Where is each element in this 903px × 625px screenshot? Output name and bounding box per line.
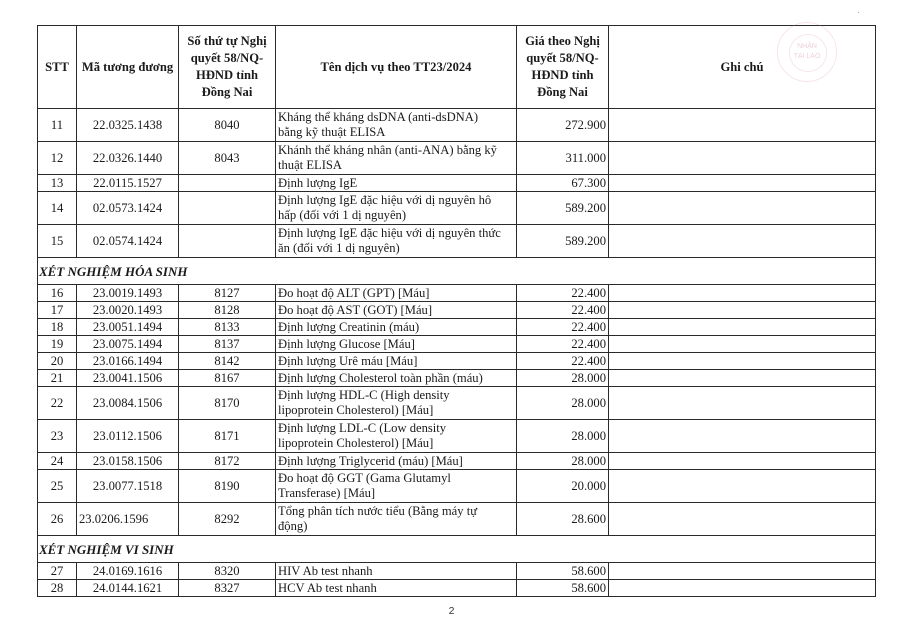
cell-ten-dich-vu-line: Định lượng Urê máu [Máu]: [278, 353, 418, 368]
cell-gia: 22.400: [517, 336, 609, 353]
cell-ten-dich-vu-line: Định lượng Creatinin (máu): [278, 319, 420, 334]
cell-gia: 22.400: [517, 353, 609, 370]
cell-ma-tuong-duong: 02.0573.1424: [77, 192, 179, 225]
cell-ghi-chu: [609, 420, 876, 453]
cell-stt: 18: [38, 319, 77, 336]
cell-ghi-chu: [609, 142, 876, 175]
cell-ten-dich-vu: [276, 336, 517, 353]
cell-ten-dich-vu: [276, 109, 517, 142]
cell-ten-dich-vu: [276, 470, 517, 503]
cell-ma-tuong-duong: 23.0084.1506: [77, 387, 179, 420]
cell-stt: 17: [38, 302, 77, 319]
cell-ghi-chu: [609, 563, 876, 580]
cell-ten-dich-vu: [276, 580, 517, 597]
cell-ten-dich-vu-line: động): [278, 519, 308, 533]
cell-ma-tuong-duong: 23.0051.1494: [77, 319, 179, 336]
header-so-thu-tu: Số thứ tự Nghị quyết 58/NQ- HĐND tỉnh Đồng Nai: [179, 26, 276, 109]
cell-gia: 589.200: [517, 225, 609, 258]
cell-ten-dich-vu-line: Đo hoạt độ ALT (GPT) [Máu]: [278, 285, 430, 300]
cell-so-thu-tu-nq: 8133: [179, 319, 276, 336]
cell-gia: 22.400: [517, 285, 609, 302]
cell-stt: 24: [38, 453, 77, 470]
header-stt: STT: [38, 26, 77, 109]
cell-stt: 26: [38, 503, 77, 536]
cell-ma-tuong-duong: 23.0158.1506: [77, 453, 179, 470]
cell-ten-dich-vu-line: Định lượng Triglycerid (máu) [Máu]: [278, 453, 463, 468]
cell-ma-tuong-duong: 23.0020.1493: [77, 302, 179, 319]
cell-ma-tuong-duong: 24.0169.1616: [77, 563, 179, 580]
cell-gia: 28.000: [517, 387, 609, 420]
cell-ma-tuong-duong: 02.0574.1424: [77, 225, 179, 258]
cell-ma-tuong-duong: 24.0144.1621: [77, 580, 179, 597]
cell-ghi-chu: [609, 192, 876, 225]
cell-ma-tuong-duong: 23.0019.1493: [77, 285, 179, 302]
cell-ghi-chu: [609, 470, 876, 503]
stamp-text-line1: NHẬN: [797, 43, 817, 50]
cell-ten-dich-vu-line: Định lượng IgE đặc hiệu với dị nguyên thức: [278, 226, 501, 240]
table-body: [38, 109, 876, 597]
cell-ghi-chu: [609, 503, 876, 536]
cell-stt: 21: [38, 370, 77, 387]
cell-ten-dich-vu-line: HIV Ab test nhanh: [278, 563, 373, 578]
cell-ma-tuong-duong: 23.0077.1518: [77, 470, 179, 503]
cell-ten-dich-vu-line: Tổng phân tích nước tiểu (Bằng máy tự: [278, 504, 478, 518]
cell-ghi-chu: [609, 302, 876, 319]
cell-ten-dich-vu: [276, 503, 517, 536]
cell-ten-dich-vu-line: thuật ELISA: [278, 158, 343, 172]
cell-so-thu-tu-nq: 8142: [179, 353, 276, 370]
cell-ma-tuong-duong: 23.0075.1494: [77, 336, 179, 353]
table-row: [38, 285, 876, 302]
cell-ghi-chu: [609, 175, 876, 192]
cell-stt: 25: [38, 470, 77, 503]
cell-ma-tuong-duong: 23.0206.1596: [77, 503, 179, 536]
cell-gia: 28.000: [517, 420, 609, 453]
cell-ma-tuong-duong: 23.0112.1506: [77, 420, 179, 453]
cell-so-thu-tu-nq: 8190: [179, 470, 276, 503]
cell-ten-dich-vu-line: Transferase) [Máu]: [278, 486, 376, 500]
table-row: [38, 175, 876, 192]
cell-ghi-chu: [609, 580, 876, 597]
cell-so-thu-tu-nq: 8137: [179, 336, 276, 353]
cell-so-thu-tu-nq: 8292: [179, 503, 276, 536]
cell-ghi-chu: [609, 225, 876, 258]
cell-ten-dich-vu-line: Định lượng LDL-C (Low density: [278, 421, 447, 435]
cell-so-thu-tu-nq: 8040: [179, 109, 276, 142]
cell-ten-dich-vu-line: hấp (đối với 1 dị nguyên): [278, 208, 407, 222]
cell-so-thu-tu-nq: 8043: [179, 142, 276, 175]
cell-ten-dich-vu: [276, 225, 517, 258]
cell-ten-dich-vu-line: Định lượng Glucose [Máu]: [278, 336, 415, 351]
table-row: [38, 142, 876, 175]
cell-so-thu-tu-nq: 8167: [179, 370, 276, 387]
cell-ma-tuong-duong: 23.0166.1494: [77, 353, 179, 370]
section-vi-sinh-title: XÉT NGHIỆM VI SINH: [38, 536, 876, 563]
cell-so-thu-tu-nq: 8170: [179, 387, 276, 420]
cell-ma-tuong-duong: 22.0326.1440: [77, 142, 179, 175]
table-row: [38, 319, 876, 336]
cell-stt: 20: [38, 353, 77, 370]
cell-stt: 15: [38, 225, 77, 258]
cell-ten-dich-vu: [276, 387, 517, 420]
table-row: [38, 503, 876, 536]
service-price-table: [37, 25, 876, 597]
cell-ten-dich-vu: [276, 142, 517, 175]
cell-gia: 22.400: [517, 302, 609, 319]
cell-ghi-chu: [609, 353, 876, 370]
cell-ten-dich-vu: [276, 302, 517, 319]
cell-ghi-chu: [609, 370, 876, 387]
cell-stt: 16: [38, 285, 77, 302]
cell-ten-dich-vu-line: Định lượng IgE: [278, 175, 358, 190]
cell-so-thu-tu-nq: 8171: [179, 420, 276, 453]
table-row: [38, 453, 876, 470]
table-row: [38, 370, 876, 387]
cell-ten-dich-vu: [276, 563, 517, 580]
cell-ten-dich-vu-line: Định lượng HDL-C (High density: [278, 388, 450, 402]
cell-gia: 28.600: [517, 503, 609, 536]
cell-ten-dich-vu-line: Khánh thể kháng nhân (anti-ANA) bằng kỹ: [278, 143, 497, 157]
cell-ghi-chu: [609, 336, 876, 353]
cell-so-thu-tu-nq: 8172: [179, 453, 276, 470]
table-row: [38, 580, 876, 597]
cell-gia: 58.600: [517, 580, 609, 597]
table-row: [38, 109, 876, 142]
cell-gia: 589.200: [517, 192, 609, 225]
cell-ma-tuong-duong: 22.0325.1438: [77, 109, 179, 142]
cell-so-thu-tu-nq: [179, 192, 276, 225]
scan-speck: [858, 12, 859, 13]
cell-so-thu-tu-nq: 8320: [179, 563, 276, 580]
cell-so-thu-tu-nq: 8327: [179, 580, 276, 597]
cell-stt: 27: [38, 563, 77, 580]
cell-so-thu-tu-nq: [179, 175, 276, 192]
table-row: [38, 387, 876, 420]
table-row: [38, 225, 876, 258]
cell-ghi-chu: [609, 387, 876, 420]
cell-ten-dich-vu-line: lipoprotein Cholesterol) [Máu]: [278, 436, 434, 450]
cell-stt: 23: [38, 420, 77, 453]
cell-so-thu-tu-nq: [179, 225, 276, 258]
cell-ten-dich-vu: [276, 175, 517, 192]
header-ten-dich-vu: Tên dịch vụ theo TT23/2024: [276, 26, 517, 109]
cell-stt: 19: [38, 336, 77, 353]
cell-gia: 272.900: [517, 109, 609, 142]
cell-ten-dich-vu-line: ăn (đối với 1 dị nguyên): [278, 241, 400, 255]
table-header-row: [38, 26, 876, 109]
cell-ten-dich-vu-line: HCV Ab test nhanh: [278, 580, 377, 595]
cell-ten-dich-vu-line: Định lượng Cholesterol toàn phần (máu): [278, 370, 483, 385]
cell-ten-dich-vu: [276, 453, 517, 470]
cell-ten-dich-vu: [276, 319, 517, 336]
cell-ghi-chu: [609, 285, 876, 302]
table-row: [38, 420, 876, 453]
cell-gia: 20.000: [517, 470, 609, 503]
cell-gia: 67.300: [517, 175, 609, 192]
table-row: [38, 336, 876, 353]
cell-ten-dich-vu-line: lipoprotein Cholesterol) [Máu]: [278, 403, 434, 417]
cell-ghi-chu: [609, 453, 876, 470]
cell-ghi-chu: [609, 109, 876, 142]
table-row: [38, 353, 876, 370]
cell-ten-dich-vu-line: Kháng thể kháng dsDNA (anti-dsDNA): [278, 110, 479, 124]
section-vi-sinh: [38, 536, 876, 563]
page-number: 2: [448, 605, 455, 617]
cell-ghi-chu: [609, 319, 876, 336]
cell-ten-dich-vu-line: Định lượng IgE đặc hiệu với dị nguyên hô: [278, 193, 492, 207]
header-ma-tuong-duong: Mã tương đương: [77, 26, 179, 109]
cell-ten-dich-vu: [276, 192, 517, 225]
cell-gia: 28.000: [517, 453, 609, 470]
cell-gia: 311.000: [517, 142, 609, 175]
table-row: [38, 192, 876, 225]
cell-ma-tuong-duong: 23.0041.1506: [77, 370, 179, 387]
cell-so-thu-tu-nq: 8127: [179, 285, 276, 302]
cell-stt: 13: [38, 175, 77, 192]
cell-stt: 12: [38, 142, 77, 175]
cell-ten-dich-vu: [276, 370, 517, 387]
cell-stt: 14: [38, 192, 77, 225]
cell-gia: 28.000: [517, 370, 609, 387]
table-row: [38, 470, 876, 503]
cell-stt: 11: [38, 109, 77, 142]
table-row: [38, 302, 876, 319]
cell-ten-dich-vu-line: Đo hoạt độ AST (GOT) [Máu]: [278, 302, 433, 317]
table-row: [38, 563, 876, 580]
cell-ten-dich-vu-line: Đo hoạt độ GGT (Gama Glutamyl: [278, 471, 451, 485]
cell-ten-dich-vu: [276, 353, 517, 370]
stamp-text-line2: TẠI LAO: [793, 53, 821, 60]
section-hoa-sinh-title: XÉT NGHIỆM HÓA SINH: [38, 258, 876, 285]
cell-ten-dich-vu: [276, 285, 517, 302]
cell-ma-tuong-duong: 22.0115.1527: [77, 175, 179, 192]
cell-stt: 28: [38, 580, 77, 597]
section-hoa-sinh: [38, 258, 876, 285]
cell-stt: 22: [38, 387, 77, 420]
cell-gia: 22.400: [517, 319, 609, 336]
header-ghi-chu: Ghi chú: [609, 26, 876, 109]
cell-ten-dich-vu: [276, 420, 517, 453]
cell-gia: 58.600: [517, 563, 609, 580]
cell-ten-dich-vu-line: bằng kỹ thuật ELISA: [278, 125, 386, 139]
header-gia: Giá theo Nghị quyết 58/NQ- HĐND tỉnh Đồng Nai: [517, 26, 609, 109]
cell-so-thu-tu-nq: 8128: [179, 302, 276, 319]
